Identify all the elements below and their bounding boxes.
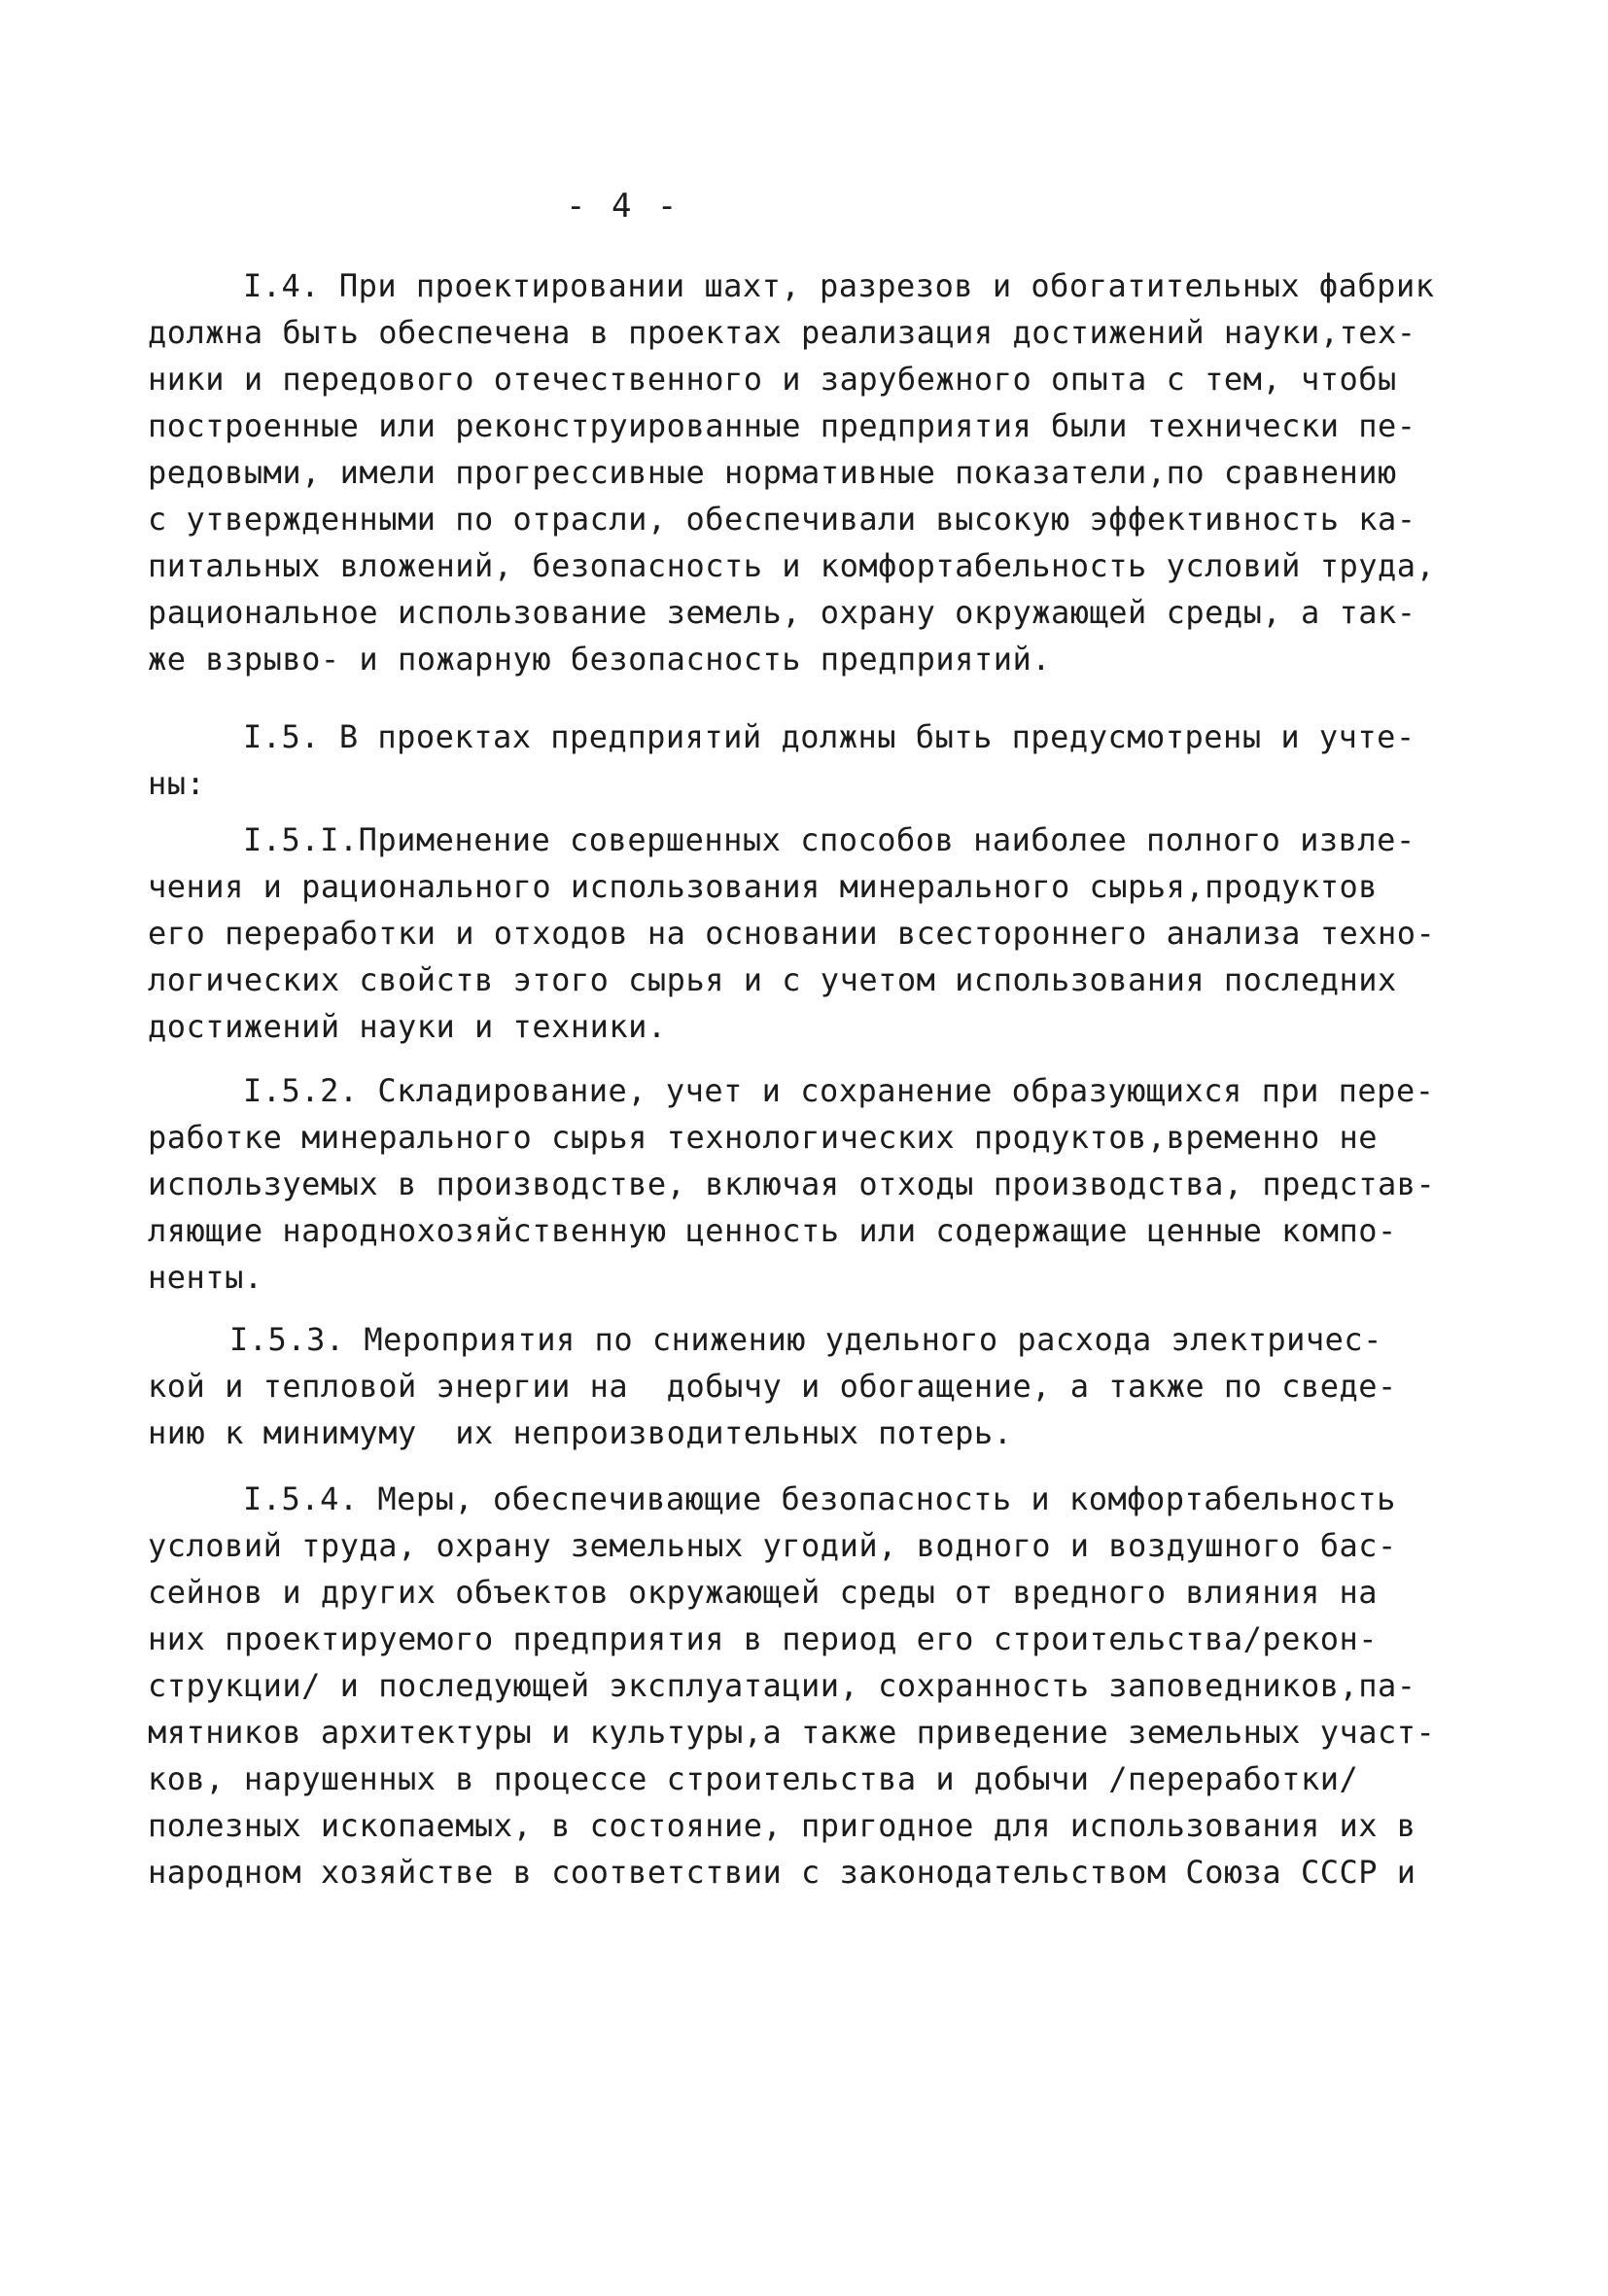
paragraph-line: чения и рационального использования минерального сырья,продуктов [148, 868, 1378, 905]
paragraph-line: используемых в производстве, включая отходы производства, представ- [148, 1165, 1436, 1202]
paragraph-line: ники и передового отечественного и зарубежного опыта с тем, чтобы [148, 361, 1397, 398]
paragraph-line: редовыми, имели прогрессивные нормативные показатели,по сравнению [148, 454, 1397, 491]
paragraph-line: ков, нарушенных в процессе строительства и добычи /переработки/ [148, 1760, 1359, 1797]
paragraph-line: I.5.4. Меры, обеспечивающие безопасность и комфортабельность [243, 1480, 1396, 1517]
paragraph-line: его переработки и отходов на основании всестороннего анализа техно- [148, 915, 1436, 952]
paragraph-line: народном хозяйстве в соответствии с законодательством Союза СССР и [148, 1854, 1416, 1891]
paragraph-line: рациональное использование земель, охрану окружающей среды, а так- [148, 594, 1416, 631]
paragraph-line: I.4. При проектировании шахт, разрезов и обогатительных фабрик [243, 267, 1435, 304]
paragraph-line: ляющие народнохозяйственную ценность или содержащие ценные компо- [148, 1212, 1397, 1249]
page-number: - 4 - [566, 187, 681, 226]
paragraph-line: сейнов и других объектов окружающей среды от вредного влияния на [148, 1574, 1378, 1611]
paragraph-line: струкции/ и последующей эксплуатации, сохранность заповедников,па- [148, 1667, 1416, 1704]
paragraph-line: достижений науки и техники. [148, 1008, 667, 1045]
paragraph-line: же взрыво- и пожарную безопасность предприятий. [148, 641, 1051, 678]
paragraph-line: них проектируемого предприятия в период его строительства/рекон- [148, 1620, 1378, 1657]
paragraph-line: питальных вложений, безопасность и комфортабельность условий труда, [148, 547, 1436, 584]
paragraph-line: условий труда, охрану земельных угодий, водного и воздушного бас- [148, 1527, 1397, 1564]
paragraph-line: I.5. В проектах предприятий должны быть предусмотрены и учте- [243, 718, 1416, 755]
paragraph-line: I.5.2. Складирование, учет и сохранение образующихся при пере- [243, 1072, 1435, 1109]
paragraph-line: ны: [148, 765, 206, 802]
paragraph-line: ненты. [148, 1259, 263, 1296]
paragraph-line: кой и тепловой энергии на добычу и обогащение, а также по сведе- [148, 1368, 1397, 1405]
paragraph-line: должна быть обеспечена в проектах реализация достижений науки,тех- [148, 314, 1416, 351]
paragraph-line: построенные или реконструированные предприятия были технически пе- [148, 407, 1416, 444]
paragraph-line: полезных ископаемых, в состояние, пригодное для использования их в [148, 1807, 1416, 1844]
paragraph-line: работке минерального сырья технологических продуктов,временно не [148, 1119, 1378, 1156]
paragraph-line: мятников архитектуры и культуры,а также приведение земельных участ- [148, 1714, 1436, 1751]
paragraph-line: I.5.3. Мероприятия по снижению удельного расхода электричес- [229, 1321, 1382, 1358]
paragraph-line: логических свойств этого сырья и с учетом использования последних [148, 961, 1397, 998]
paragraph-line: I.5.I.Применение совершенных способов наиболее полного извле- [243, 821, 1416, 858]
paragraph-line: с утвержденными по отрасли, обеспечивали высокую эффективность ка- [148, 501, 1416, 538]
paragraph-line: нию к минимуму их непроизводительных потерь. [148, 1414, 1013, 1451]
